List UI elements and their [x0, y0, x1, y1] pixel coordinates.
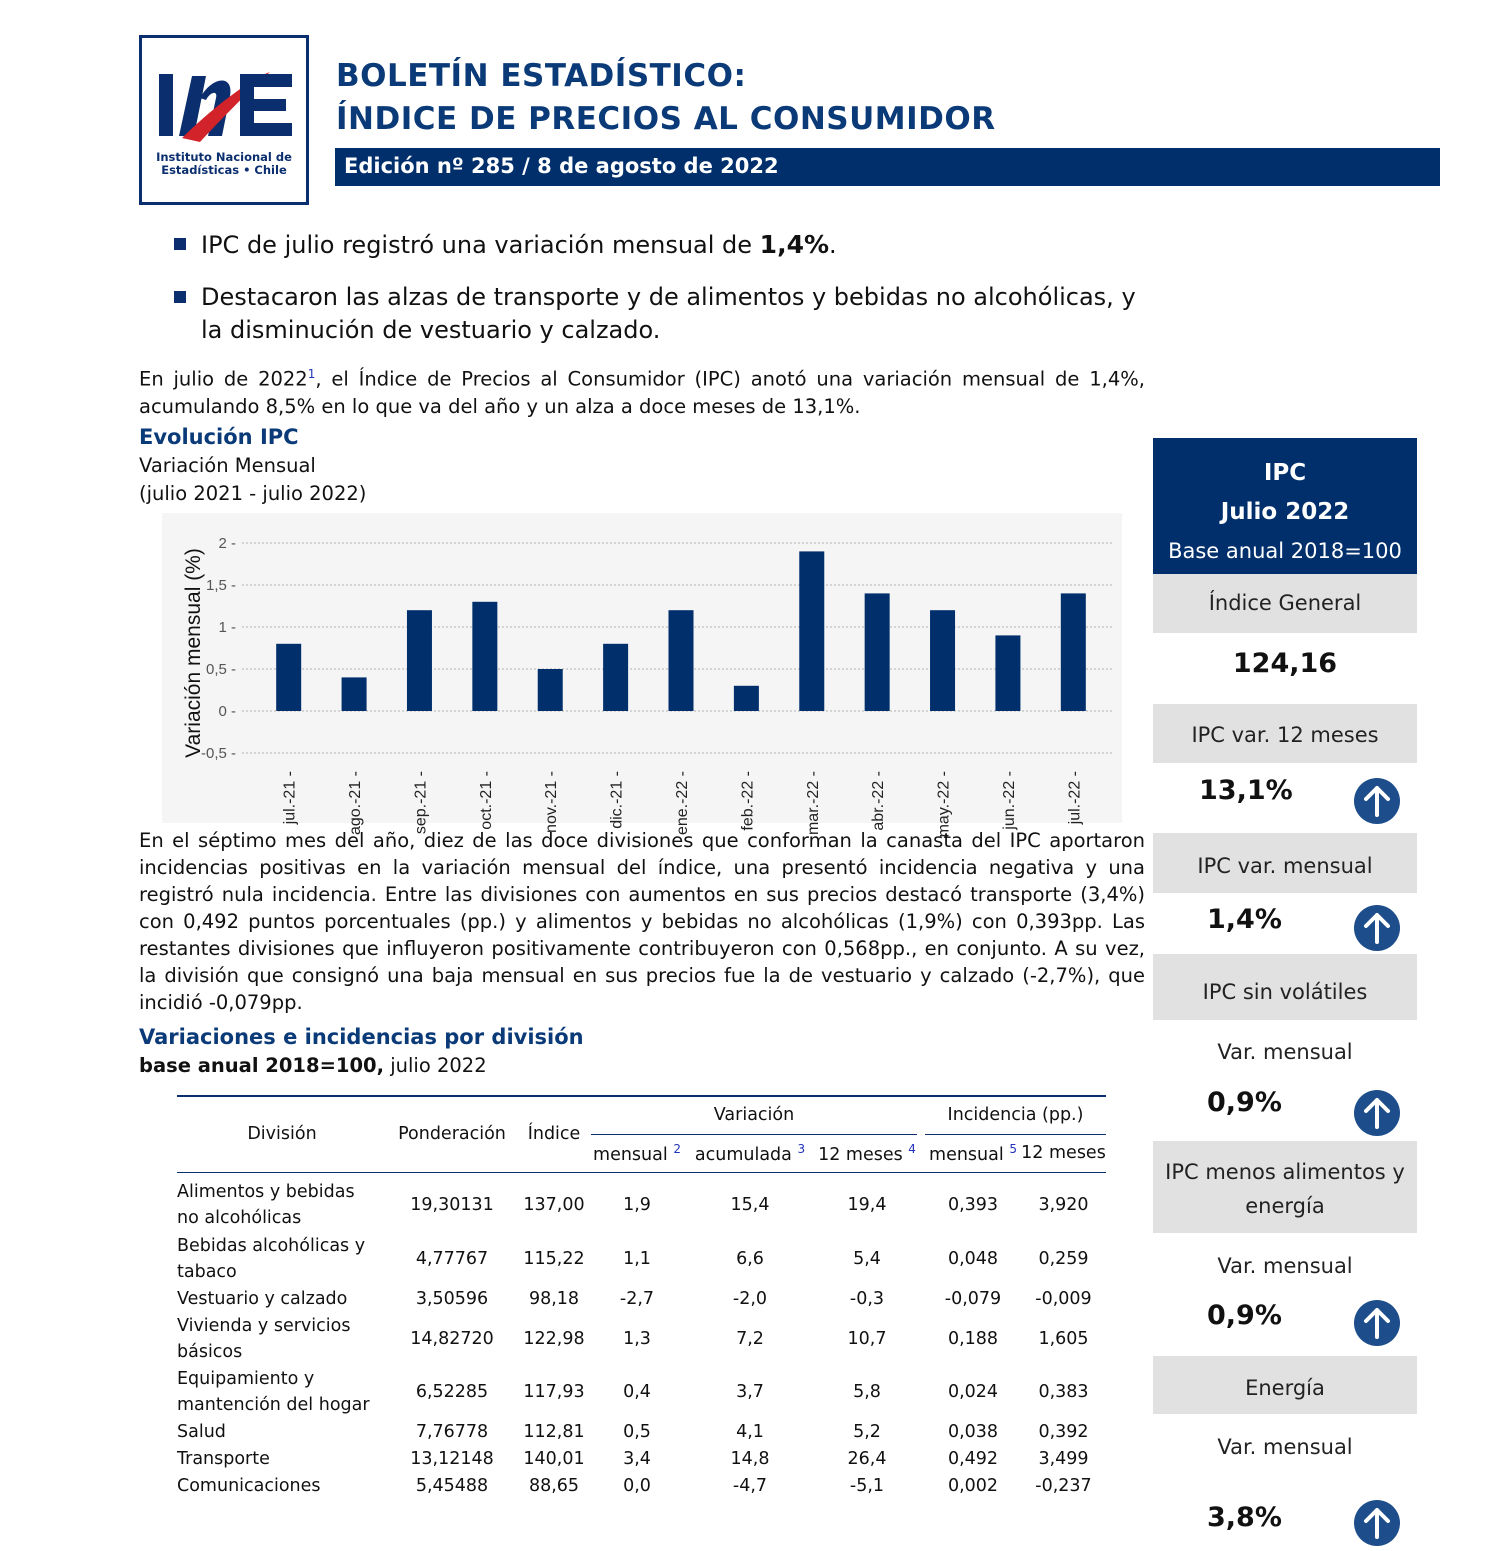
cell-var-acumulada: -2,0 — [732, 1288, 768, 1309]
arrow-up-icon — [1354, 1500, 1400, 1546]
cell-inc-12meses: 0,383 — [1038, 1381, 1089, 1402]
divisions-table — [177, 1095, 1106, 1499]
variaciones-base: base anual 2018=100, — [139, 1054, 385, 1077]
arrow-up-icon — [1354, 1090, 1400, 1136]
cell-indice: 88,65 — [528, 1475, 580, 1496]
chart-x-tick-label: jun.-22 - — [1000, 771, 1018, 830]
cell-var-12meses: 10,7 — [847, 1328, 887, 1349]
sae-value: 0,9% — [1207, 1300, 1282, 1331]
footnote-link-5[interactable]: 5 — [1009, 1141, 1017, 1156]
col-inc-12meses: 12 meses — [1021, 1143, 1106, 1163]
intro-paragraph — [139, 361, 1145, 420]
sae-sub: Var. mensual — [1153, 1233, 1417, 1300]
cell-ponderacion: 13,12148 — [410, 1448, 494, 1469]
chart-x-tick-label: ago.-21 - — [347, 771, 365, 836]
chart-x-tick-label: dic.-21 - — [608, 771, 626, 829]
ine-logo — [139, 35, 309, 205]
col-inc-mensual: mensual $^5$ — [929, 1141, 1017, 1165]
cell-ponderacion: 4,77767 — [415, 1248, 489, 1269]
bullet-1-end: . — [829, 231, 837, 259]
sidebar-period: Julio 2022 — [1220, 499, 1350, 525]
chart-y-axis-label: Variación mensual (%) — [182, 548, 205, 758]
cell-inc-12meses: 0,259 — [1038, 1248, 1089, 1269]
cell-var-12meses: -0,3 — [849, 1288, 885, 1309]
chart-x-tick-label: ene.-22 - — [674, 771, 691, 836]
bullet-2-text: Destacaron las alzas de transporte y de alimentos y bebidas no alcohólicas, y la disminución de vestuario y calzado. — [201, 283, 1136, 344]
chart-y-tick-label: 0,5 - — [205, 661, 236, 678]
chart-x-tick-label: may.-22 - — [935, 771, 953, 838]
col-group-variacion: Variación — [591, 1096, 917, 1134]
arrow-up-icon — [1354, 778, 1400, 824]
cell-var-acumulada: 4,1 — [736, 1421, 764, 1442]
col-ponderacion: Ponderación — [398, 1124, 506, 1145]
cell-inc-12meses: 3,920 — [1038, 1195, 1089, 1216]
logo-text-2: Estadísticas • Chile — [161, 163, 287, 177]
sinvol-label: IPC sin volátiles — [1153, 954, 1417, 1020]
table-row — [177, 1418, 1106, 1445]
cell-inc-mensual: 0,038 — [947, 1421, 999, 1442]
cell-var-12meses: 26,4 — [847, 1448, 887, 1469]
cell-ponderacion: 6,52285 — [415, 1381, 489, 1402]
cell-ponderacion: 5,45488 — [415, 1475, 489, 1496]
chart-y-tick-label: 1 - — [218, 619, 236, 636]
cell-inc-12meses: 3,499 — [1038, 1448, 1089, 1469]
chart-background — [162, 513, 1122, 823]
col-indice: Índice — [527, 1124, 581, 1145]
sae-row — [1153, 1300, 1417, 1356]
cell-var-mensual: 1,3 — [623, 1328, 651, 1349]
cell-var-12meses: 5,8 — [853, 1381, 881, 1402]
cell-ponderacion: 7,76778 — [415, 1421, 489, 1442]
edition-bar: Edición nº 285 / 8 de agosto de 2022 — [335, 148, 1440, 186]
sidebar-base: Base anual 2018=100 — [1168, 539, 1402, 563]
var12-value: 13,1% — [1199, 775, 1293, 806]
cell-inc-12meses: -0,009 — [1035, 1288, 1092, 1309]
cell-inc-mensual: 0,024 — [947, 1381, 999, 1402]
chart-bar-abr.-22 — [865, 593, 890, 711]
cell-indice: 137,00 — [523, 1195, 585, 1216]
chart-x-tick-label: jul.-21 - — [281, 771, 299, 825]
cell-division-name: Comunicaciones — [177, 1475, 321, 1496]
varm-value: 1,4% — [1207, 904, 1282, 935]
cell-division-name: Bebidas alcohólicas y tabaco — [177, 1235, 366, 1282]
chart-bar-mar.-22 — [799, 551, 824, 711]
footnote-link-4[interactable]: 4 — [908, 1141, 916, 1156]
cell-var-mensual: -2,7 — [619, 1288, 655, 1309]
cell-division-name: Transporte — [177, 1448, 270, 1469]
cell-var-12meses: 5,4 — [853, 1248, 881, 1269]
footnote-link-1[interactable]: 1 — [307, 367, 316, 381]
chart-bar-oct.-21 — [472, 602, 497, 711]
cell-inc-mensual: 0,048 — [947, 1248, 999, 1269]
cell-var-12meses: -5,1 — [849, 1475, 885, 1496]
arrow-up-icon — [1354, 905, 1400, 951]
indice-general-row — [1153, 633, 1417, 704]
col-var-acumulada: acumulada $^3$ — [694, 1141, 806, 1165]
cell-var-acumulada: -4,7 — [732, 1475, 768, 1496]
cell-ponderacion: 19,30131 — [410, 1195, 494, 1216]
ine-logo-mark — [142, 38, 306, 158]
cell-inc-mensual: 0,492 — [947, 1448, 999, 1469]
cell-division-name: Vestuario y calzado — [177, 1288, 348, 1309]
bullet-1-value: 1,4% — [759, 230, 830, 259]
variaciones-title: Variaciones e incidencias por división — [139, 1025, 584, 1049]
sidebar-header — [1153, 438, 1417, 574]
cell-inc-mensual: 0,188 — [947, 1328, 999, 1349]
table-row — [177, 1232, 1106, 1285]
chart-bar-ene.-22 — [669, 610, 694, 711]
table-row — [177, 1172, 1106, 1232]
bullet-square-icon — [174, 291, 186, 303]
col-division: División — [247, 1124, 317, 1145]
table-row — [177, 1472, 1106, 1499]
cell-indice: 140,01 — [523, 1448, 585, 1469]
chart-y-tick-label: 2 - — [218, 535, 236, 552]
chart-bar-jul.-21 — [276, 644, 301, 711]
energia-value: 3,8% — [1207, 1502, 1282, 1533]
cell-var-acumulada: 6,6 — [736, 1248, 764, 1269]
cell-var-mensual: 0,0 — [623, 1475, 651, 1496]
chart-x-tick-label: sep.-21 - — [412, 771, 430, 835]
logo-text-1: Instituto Nacional de — [156, 150, 292, 164]
chart-bar-nov.-21 — [538, 669, 563, 711]
arrow-up-icon — [1354, 1300, 1400, 1346]
footnote-link-3[interactable]: 3 — [797, 1141, 806, 1156]
cell-inc-mensual: 0,393 — [947, 1195, 999, 1216]
cell-var-acumulada: 7,2 — [736, 1328, 764, 1349]
sinvol-row — [1153, 1084, 1417, 1141]
chart-y-tick-label: 0 - — [218, 703, 236, 720]
intro-post: , el Índice de Precios al Consumidor (IPC) anotó una variación mensual de 1,4%, acumulando 8,5% en lo que va del año y un alza a doce meses de 13,1%. — [139, 367, 1145, 418]
chart-bar-ago.-21 — [342, 677, 367, 711]
cell-ponderacion: 3,50596 — [415, 1288, 489, 1309]
chart-y-tick-label: -0,5 - — [200, 745, 236, 762]
cell-var-mensual: 0,5 — [623, 1421, 651, 1442]
varm-label: IPC var. mensual — [1153, 833, 1417, 893]
bullet-1-text: IPC de julio registró una variación mensual de — [201, 231, 760, 259]
sae-label: IPC menos alimentos y energía — [1153, 1141, 1417, 1233]
table-row — [177, 1312, 1106, 1365]
table-row — [177, 1285, 1106, 1312]
cell-var-mensual: 1,1 — [623, 1248, 651, 1269]
var12-label: IPC var. 12 meses — [1153, 704, 1417, 763]
energia-sub: Var. mensual — [1153, 1414, 1417, 1478]
cell-inc-12meses: -0,237 — [1035, 1475, 1092, 1496]
cell-inc-12meses: 1,605 — [1038, 1328, 1089, 1349]
analysis-paragraph: En el séptimo mes del año, diez de las doce divisiones que conforman la canasta del IPC aportaron incidencias positivas en la variación mensual del índice, una presentó incidencia negativa y una registró nula incidencia. Entre las divisiones con aumentos en sus precios destacó transporte (3,4%) con 0,492 puntos porcentuales (pp.) y alimentos y bebidas no alcohólicas (1,9%) con 0,393pp. Las restantes divisiones que influyeron positivamente contribuyeron con 0,568pp., en conjunto. A su vez, la división que consignó una baja mensual en sus precios fue la de vestuario y calzado (-2,7%), que incidió -0,079pp. — [139, 829, 1145, 1014]
highlight-bullet-1 — [174, 228, 1159, 262]
chart-bar-may.-22 — [930, 610, 955, 711]
cell-var-mensual: 3,4 — [623, 1448, 651, 1469]
cell-var-acumulada: 3,7 — [736, 1381, 764, 1402]
cell-var-mensual: 1,9 — [623, 1195, 651, 1216]
cell-division-name: Alimentos y bebidas no alcohólicas — [177, 1182, 355, 1229]
cell-indice: 115,22 — [523, 1248, 585, 1269]
table-row — [177, 1365, 1106, 1418]
sinvol-value: 0,9% — [1207, 1087, 1282, 1118]
ipc-monthly-bar-chart — [162, 513, 1122, 838]
chart-bar-sep.-21 — [407, 610, 432, 711]
chart-x-tick-label: feb.-22 - — [739, 771, 757, 831]
chart-bar-dic.-21 — [603, 644, 628, 711]
intro-pre: En julio de 2022 — [139, 367, 308, 391]
table-header-row-1 — [177, 1096, 1106, 1134]
energia-label: Energía — [1153, 1356, 1417, 1414]
evolucion-subtitle: Variación Mensual — [139, 454, 316, 477]
indice-general-label: Índice General — [1153, 574, 1417, 633]
evolucion-period: (julio 2021 - julio 2022) — [139, 482, 367, 505]
chart-bar-jun.-22 — [995, 635, 1020, 711]
cell-indice: 122,98 — [523, 1328, 585, 1349]
sinvol-sub: Var. mensual — [1153, 1020, 1417, 1084]
col-var-mensual: mensual $^2$ — [593, 1141, 681, 1165]
cell-division-name: Salud — [177, 1421, 226, 1442]
ipc-summary-sidebar — [1153, 438, 1417, 1533]
chart-x-tick-label: mar.-22 - — [804, 771, 822, 836]
chart-x-tick-label: oct.-21 - — [477, 771, 495, 830]
cell-var-12meses: 5,2 — [853, 1421, 881, 1442]
cell-var-12meses: 19,4 — [847, 1195, 887, 1216]
variaciones-subtitle — [139, 1052, 487, 1080]
chart-bar-feb.-22 — [734, 686, 759, 711]
bulletin-title-line1: BOLETÍN ESTADÍSTICO: — [336, 58, 747, 94]
cell-indice: 112,81 — [523, 1421, 585, 1442]
cell-inc-mensual: -0,079 — [944, 1288, 1002, 1309]
chart-x-tick-label: nov.-21 - — [543, 771, 561, 833]
chart-y-tick-label: 1,5 - — [205, 577, 236, 594]
cell-division-name: Vivienda y servicios básicos — [177, 1315, 351, 1362]
evolucion-title: Evolución IPC — [139, 425, 299, 449]
bulletin-title-line2: ÍNDICE DE PRECIOS AL CONSUMIDOR — [336, 101, 996, 137]
cell-inc-mensual: 0,002 — [947, 1475, 999, 1496]
cell-var-mensual: 0,4 — [623, 1381, 651, 1402]
var12-row — [1153, 763, 1417, 833]
cell-var-acumulada: 15,4 — [730, 1195, 770, 1216]
col-var-12meses: 12 meses $^4$ — [818, 1141, 916, 1165]
cell-inc-12meses: 0,392 — [1038, 1421, 1089, 1442]
col-group-incidencia: Incidencia (pp.) — [925, 1096, 1106, 1134]
varm-row — [1153, 893, 1417, 954]
chart-bar-jul.-22 — [1061, 593, 1086, 711]
sidebar-title: IPC — [1263, 460, 1307, 486]
chart-x-tick-label: abr.-22 - — [870, 771, 888, 831]
table-row — [177, 1445, 1106, 1472]
bullet-square-icon — [174, 238, 186, 250]
variaciones-period: julio 2022 — [384, 1054, 487, 1077]
cell-division-name: Equipamiento y mantención del hogar — [177, 1368, 370, 1415]
indice-general-value: 124,16 — [1232, 648, 1338, 679]
highlight-bullet-2 — [174, 281, 1159, 347]
cell-var-acumulada: 14,8 — [730, 1448, 770, 1469]
cell-ponderacion: 14,82720 — [410, 1328, 494, 1349]
energia-row — [1153, 1478, 1417, 1538]
cell-indice: 98,18 — [528, 1288, 580, 1309]
footnote-link-2[interactable]: 2 — [673, 1141, 681, 1156]
cell-indice: 117,93 — [523, 1381, 585, 1402]
chart-x-tick-label: jul.-22 - — [1066, 771, 1084, 825]
